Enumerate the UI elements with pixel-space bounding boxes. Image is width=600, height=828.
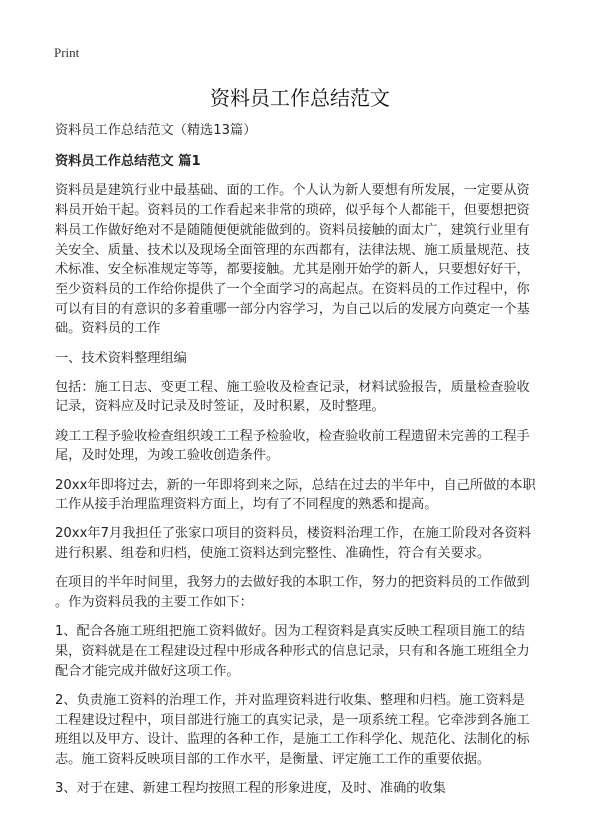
paragraph-line: 包括：施工日志、变更工程、施工验收及检查记录，材料试验报告，质量检查验收 <box>55 379 530 395</box>
paragraph-line: 尾，及时处理，为竣工验收创造条件。 <box>55 448 280 464</box>
paragraph-line: 础。资料员的工作 <box>55 321 161 337</box>
paragraph <box>55 779 555 799</box>
document-body <box>55 121 555 808</box>
paragraph <box>55 573 555 612</box>
paragraph-line: 工程建设过程中，项目部进行施工的真实记录，是一项系统工程。它牵涉到各施工 <box>55 712 530 728</box>
paragraph-line: 班组以及甲方、设计、监理的各种工作，是施工工作科学化、规范化、法制化的标 <box>55 732 530 748</box>
paragraph-line: 可以有目的有意识的多着重哪一部分内容学习，为自己以后的发展方向奠定一个基 <box>55 301 530 317</box>
paragraph <box>55 524 555 563</box>
paragraph <box>55 476 555 515</box>
paragraph-line: 一、技术资料整理组编 <box>55 350 187 366</box>
paragraph-line: 工作从接手治理监理资料方面上，均有了不同程度的熟悉和提高。 <box>55 497 438 513</box>
paragraph-line: 2、负责施工资料的治理工作，并对监理资料进行收集、整理和归档。施工资料是 <box>55 692 525 708</box>
paragraph-line: 3、对于在建、新建工程均按照工程的形象进度，及时、准确的收集 <box>55 781 446 797</box>
paragraph <box>55 622 555 681</box>
paragraph <box>55 691 555 770</box>
paragraph-line: 料员开始干起。资料员的工作看起来非常的琐碎，似乎每个人都能干，但要想把资 <box>55 203 530 219</box>
paragraph <box>55 427 555 466</box>
paragraph-line: 志。施工资料反映项目部的工作水平，是衡量、评定施工工作的重要依据。 <box>55 751 491 767</box>
print-link[interactable]: Print <box>54 45 80 60</box>
section-heading: 资料员工作总结范文 篇1 <box>55 153 201 169</box>
paragraph-line: 术标准、安全标准规定等等，都要接触。尤其是刚开始学的新人，只要想好好干， <box>55 262 530 278</box>
paragraph <box>55 181 555 339</box>
paragraph <box>55 349 555 369</box>
document-title: 资料员工作总结范文 <box>210 86 390 110</box>
paragraph-line: 关安全、质量、技术以及现场全面管理的东西都有，法律法规、施工质量规范、技 <box>55 242 530 258</box>
paragraphs <box>55 181 555 798</box>
paragraph-line: 1、配合各施工班组把施工资料做好。因为工程资料是真实反映工程项目施工的结 <box>55 624 525 640</box>
paragraph-line: 至少资料员的工作给你提供了一个全面学习的高起点。在资料员的工作过程中，你 <box>55 281 530 297</box>
paragraph <box>55 378 555 417</box>
paragraph-line: 果，资料就是在工程建设过程中形成各种形式的信息记录，只有和各施工班组全力 <box>55 643 530 659</box>
paragraph-line: 在项目的半年时间里，我努力的去做好我的本职工作，努力的把资料员的工作做到 <box>55 575 530 591</box>
paragraph-line: 20xx年7月我担任了张家口项目的资料员，楼资料治理工作，在施工阶段对各资料 <box>55 526 531 542</box>
paragraph-line: 20xx年即将过去，新的一年即将到来之际，总结在过去的半年中，自己所做的本职 <box>55 477 536 493</box>
paragraph-line: 料员工作做好绝对不是随随便便就能做到的。资料员接触的面太广，建筑行业里有 <box>55 222 530 238</box>
paragraph-line: 进行积累、组卷和归档，使施工资料达到完整性、准确性，符合有关要求。 <box>55 546 491 562</box>
paragraph-line: 记录，资料应及时记录及时签证，及时积累，及时整理。 <box>55 399 385 415</box>
document-subtitle: 资料员工作总结范文（精选13篇） <box>55 123 257 138</box>
paragraph-line: 资料员是建筑行业中最基础、面的工作。个人认为新人要想有所发展，一定要从资 <box>55 183 530 199</box>
paragraph-line: 。作为资料员我的主要工作如下： <box>55 595 253 611</box>
paragraph-line: 配合才能完成并做好这项工作。 <box>55 663 240 679</box>
paragraph-line: 竣工工程予验收检查组织竣工工程予检验收，检查验收前工程遗留未完善的工程手 <box>55 428 530 444</box>
